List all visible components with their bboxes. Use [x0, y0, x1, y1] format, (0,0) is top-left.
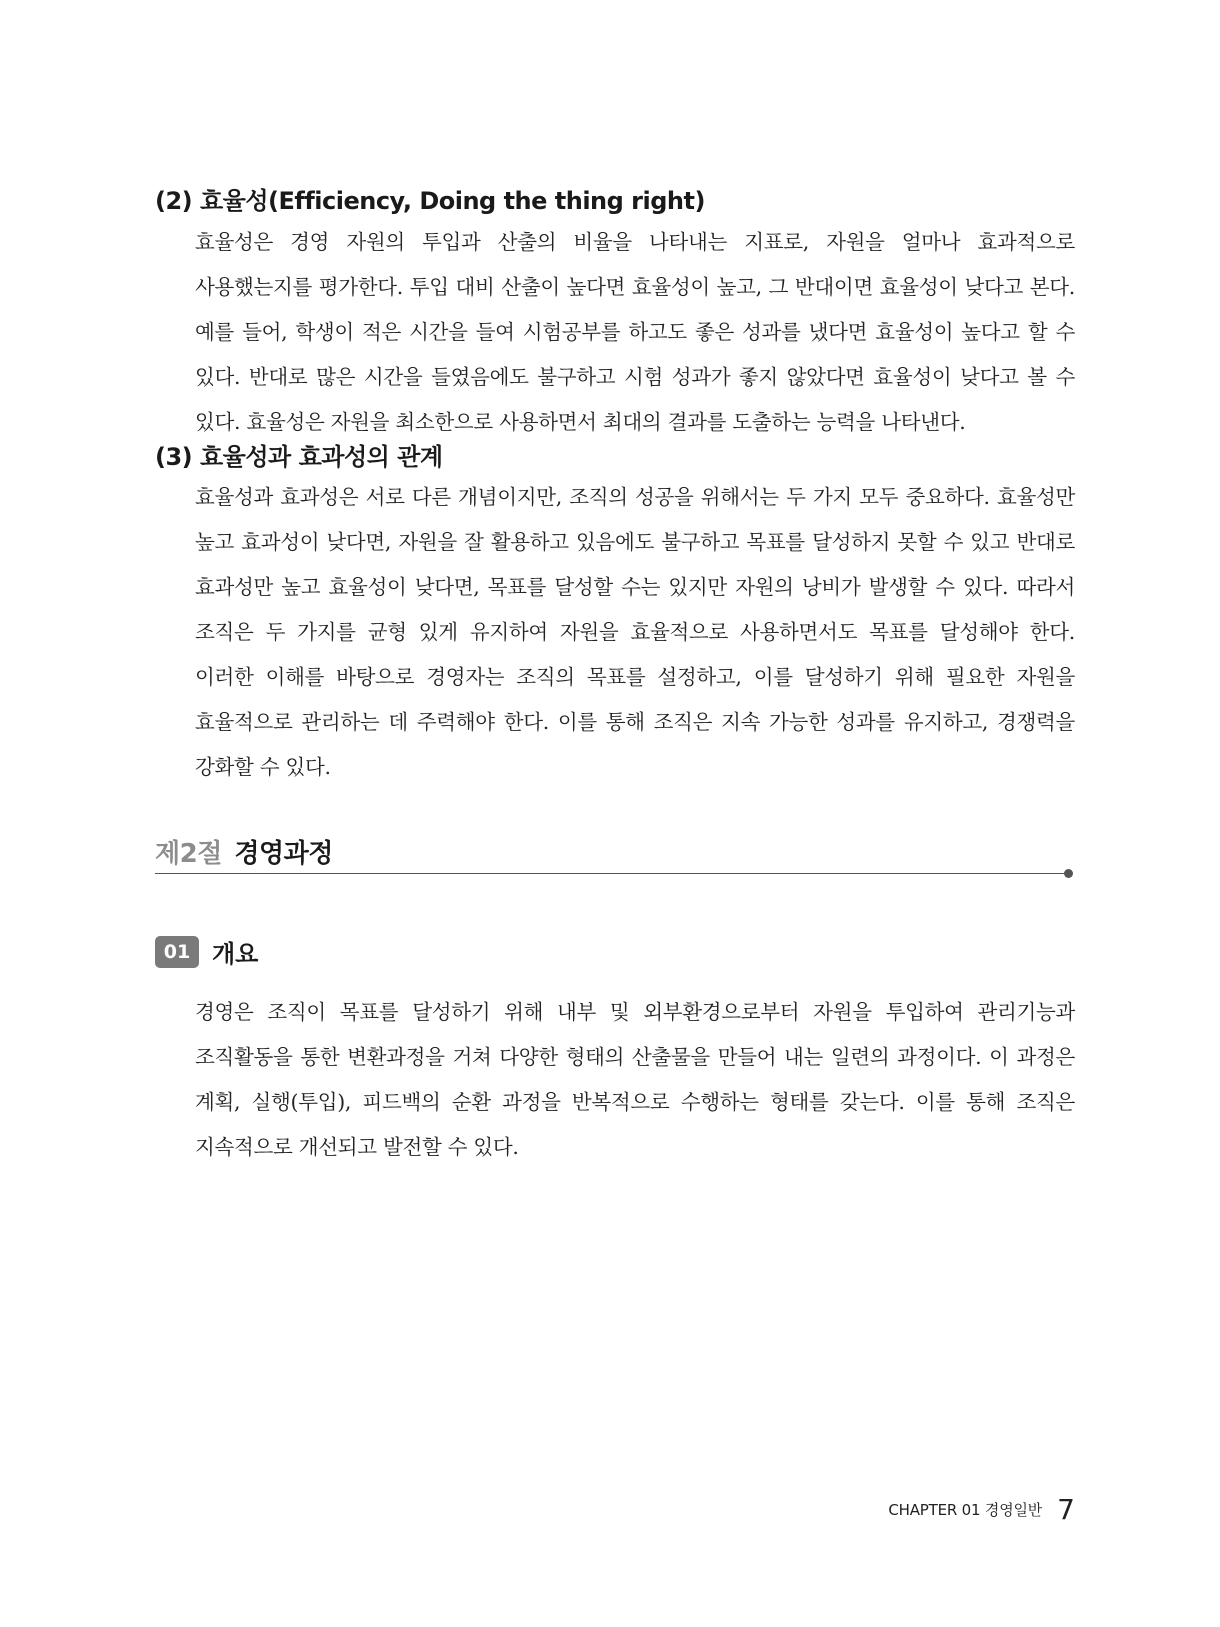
section-divider: [155, 873, 1068, 874]
page-footer: [888, 1493, 1075, 1526]
paragraph-efficiency: 효율성은 경영 자원의 투입과 산출의 비율을 나타내는 지표로, 자원을 얼마나 효과적으로 사용했는지를 평가한다. 투입 대비 산출이 높다면 효율성이 높고, 그 반대이면 효율성이 낮다고 본다. 예를 들어, 학생이 적은 시간을 들여 시험공부를 하고도 좋은 성과를 냈다면 효율성이 높다고 할 수 있다. 반대로 많은 시간을 들였음에도 불구하고 시험 성과가 좋지 않았다면 효율성이 낮다고 볼 수 있다. 효율성은 자원을 최소한으로 사용하면서 최대의 결과를 도출하는 능력을 나타낸다.: [195, 230, 1075, 434]
section-number: 제2절: [155, 839, 222, 869]
section-name: 경영과정: [234, 839, 333, 869]
heading-efficiency: (2) 효율성(Efficiency, Doing the thing right): [155, 187, 705, 215]
page-number: 7: [1057, 1493, 1075, 1526]
heading-efficiency-effectiveness: (3) 효율성과 효과성의 관계: [155, 443, 443, 471]
paragraph-efficiency-effectiveness: 효율성과 효과성은 서로 다른 개념이지만, 조직의 성공을 위해서는 두 가지 모두 중요하다. 효율성만 높고 효과성이 낮다면, 자원을 잘 활용하고 있음에도 불구하고 목표를 달성하지 못할 수 있고 반대로 효과성만 높고 효율성이 낮다면, 목표를 달성할 수는 있지만 자원의 낭비가 발생할 수 있다. 따라서 조직은 두 가지를 균형 있게 유지하여 자원을 효율적으로 사용하면서도 목표를 달성해야 한다. 이러한 이해를 바탕으로 경영자는 조직의 목표를 설정하고, 이를 달성하기 위해 필요한 자원을 효율적으로 관리하는 데 주력해야 한다. 이를 통해 조직은 지속 가능한 성과를 유지하고, 경쟁력을 강화할 수 있다.: [195, 485, 1075, 779]
paragraph-overview: 경영은 조직이 목표를 달성하기 위해 내부 및 외부환경으로부터 자원을 투입하여 관리기능과 조직활동을 통한 변환과정을 거쳐 다양한 형태의 산출물을 만들어 내는 일련의 과정이다. 이 과정은 계획, 실행(투입), 피드백의 순환 과정을 반복적으로 수행하는 형태를 갖는다. 이를 통해 조직은 지속적으로 개선되고 발전할 수 있다.: [195, 1000, 1075, 1159]
section-title: [155, 833, 333, 870]
subsection-title: 개요: [212, 940, 259, 968]
subsection-number-badge: 01: [155, 936, 199, 968]
section-divider-dot: [1064, 869, 1073, 878]
chapter-label: CHAPTER 01 경영일반: [888, 1501, 1043, 1519]
